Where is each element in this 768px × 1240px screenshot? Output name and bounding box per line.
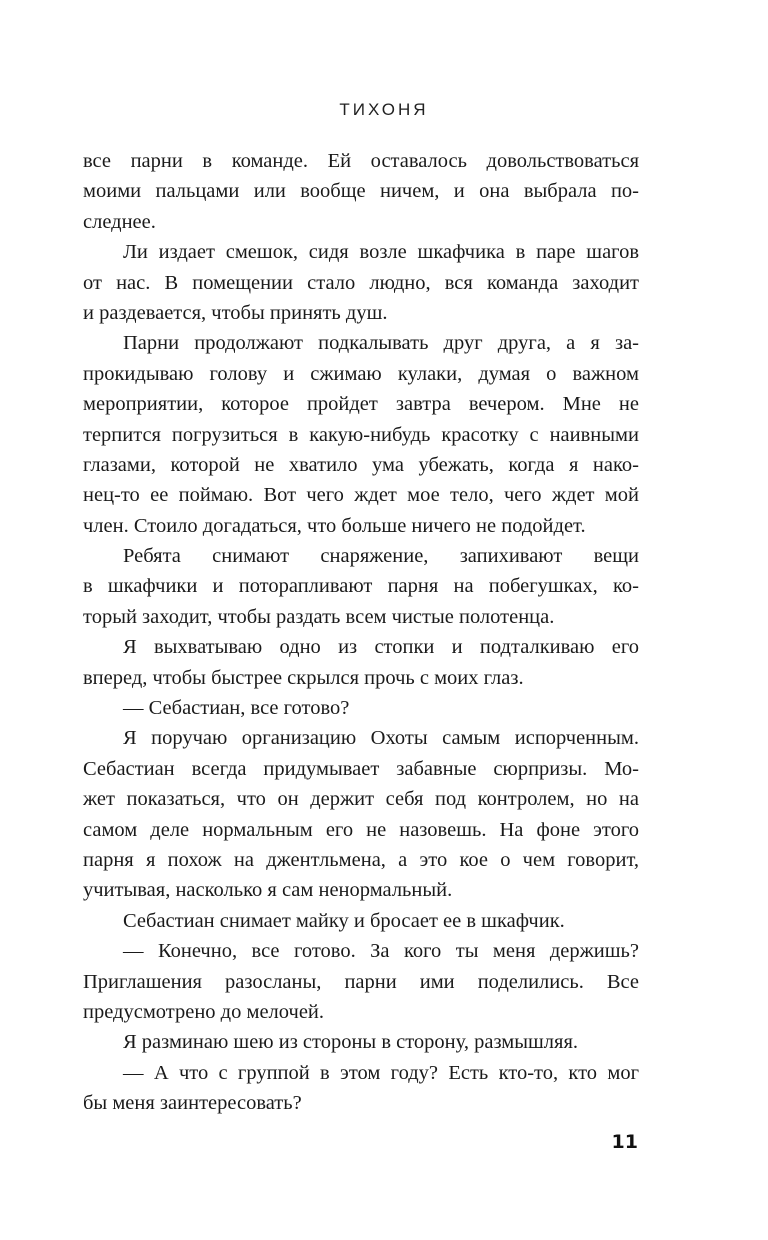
text-line: — А что с группой в этом году? Есть кто-то, кто мог: [123, 1061, 639, 1084]
text-line: Ли издает смешок, сидя возле шкафчика в паре шагов: [123, 241, 639, 264]
text-line: — Себастиан, все готово?: [123, 697, 350, 720]
text-line: от нас. В помещении стало людно, вся команда заходит: [83, 271, 639, 294]
text-line: все парни в команде. Ей оставалось довольствоваться: [83, 150, 639, 172]
text-line: член. Стоило догадаться, что больше ничего не подойдет.: [83, 514, 586, 537]
text-line: в шкафчики и поторапливают парня на побегушках, ко-: [83, 575, 639, 598]
page-number: 11: [611, 1131, 638, 1153]
text-line: Я поручаю организацию Охоты самым испорченным.: [123, 727, 639, 750]
text-line: Я разминаю шею из стороны в сторону, размышляя.: [123, 1031, 578, 1054]
text-line: следнее.: [83, 210, 156, 233]
running-header: ТИХОНЯ: [339, 100, 429, 119]
text-line: терпится погрузиться в какую-нибудь красотку с наивными: [83, 423, 639, 446]
text-line: Парни продолжают подкалывать друг друга, а я за-: [123, 332, 639, 355]
text-line: глазами, которой не хватило ума убежать, когда я нако-: [83, 453, 639, 476]
body-text: [83, 146, 639, 1119]
text-line: Ребята снимают снаряжение, запихивают вещи: [123, 545, 639, 568]
text-line: парня я похож на джентльмена, а это кое о чем говорит,: [83, 848, 639, 871]
text-line: торый заходит, чтобы раздать всем чистые полотенца.: [83, 605, 555, 628]
text-line: Приглашения разосланы, парни ими поделились. Все: [83, 970, 639, 993]
text-line: Себастиан снимает майку и бросает ее в шкафчик.: [123, 909, 565, 932]
text-line: моими пальцами или вообще ничем, и она выбрала по-: [83, 180, 639, 203]
text-line: самом деле нормальным его не назовешь. На фоне этого: [83, 818, 639, 841]
text-line: вперед, чтобы быстрее скрылся прочь с моих глаз.: [83, 666, 524, 689]
text-line: — Конечно, все готово. За кого ты меня держишь?: [123, 940, 639, 963]
text-line: нец-то ее поймаю. Вот чего ждет мое тело, чего ждет мой: [83, 484, 639, 507]
text-line: прокидываю голову и сжимаю кулаки, думая о важном: [83, 362, 639, 385]
text-line: бы меня заинтересовать?: [83, 1092, 302, 1115]
text-line: Себастиан всегда придумывает забавные сюрпризы. Мо-: [83, 757, 639, 780]
text-line: Я выхватываю одно из стопки и подталкиваю его: [123, 636, 639, 659]
text-line: мероприятии, которое пройдет завтра вечером. Мне не: [83, 393, 639, 416]
text-line: и раздевается, чтобы принять душ.: [83, 301, 388, 324]
text-line: учитывая, насколько я сам ненормальный.: [83, 879, 453, 902]
text-line: предусмотрено до мелочей.: [83, 1000, 325, 1023]
text-line: жет показаться, что он держит себя под контролем, но на: [83, 788, 639, 811]
